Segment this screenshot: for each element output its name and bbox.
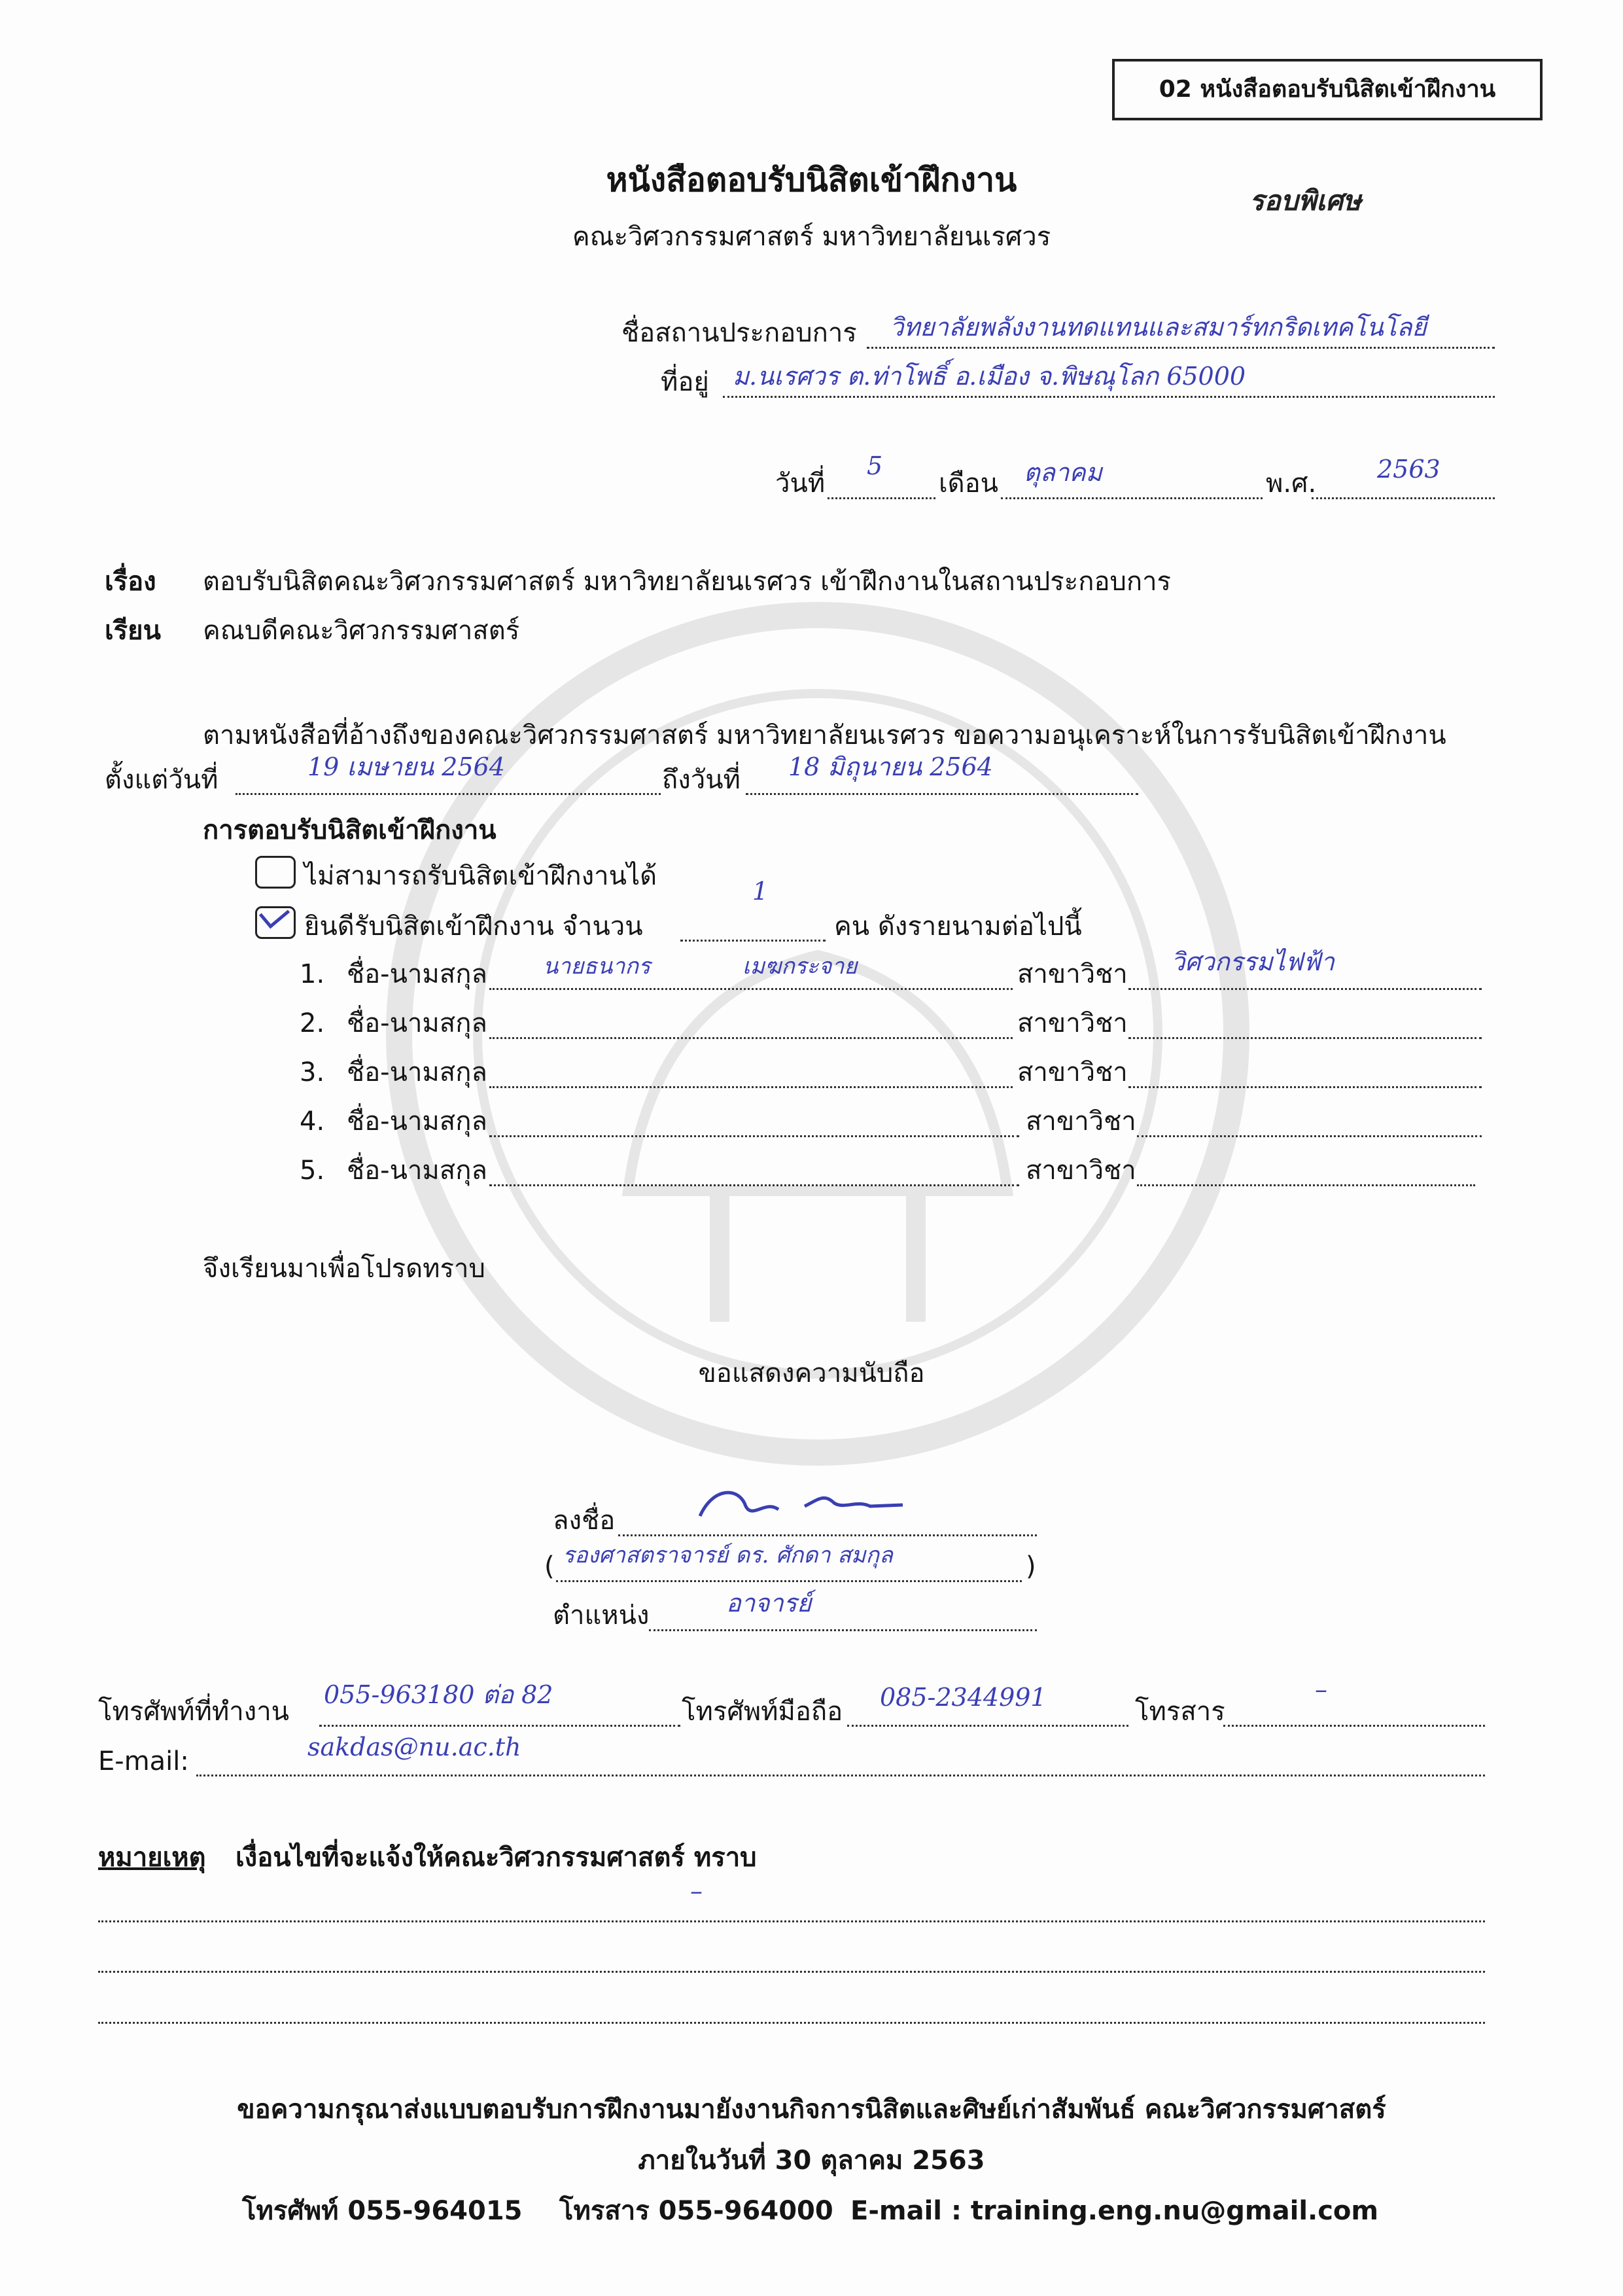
remark-line-3 xyxy=(98,2022,1485,2024)
student-name-line xyxy=(489,1184,1019,1186)
student-major-label: สาขาวิชา xyxy=(1026,1156,1136,1186)
date-year-label: พ.ศ. xyxy=(1266,468,1317,499)
company-name-label: ชื่อสถานประกอบการ xyxy=(621,318,857,348)
decline-checkbox[interactable] xyxy=(255,856,296,889)
signature-mark[interactable] xyxy=(693,1480,916,1526)
student-surname[interactable]: เมฆกระจาย xyxy=(742,953,858,980)
period-from-line xyxy=(236,793,661,795)
mobile-value[interactable]: 085-2344991 xyxy=(880,1683,1047,1712)
student-major-label: สาขาวิชา xyxy=(1017,1008,1128,1038)
student-number: 5. xyxy=(300,1156,325,1186)
student-major-label: สาขาวิชา xyxy=(1026,1106,1136,1137)
remark-text: เงื่อนไขที่จะแจ้งให้คณะวิศวกรรมศาสตร์ ทราบ xyxy=(236,1843,757,1873)
footer-email: E-mail : training.eng.nu@gmail.com xyxy=(850,2196,1379,2226)
footer-deadline: ภายในวันที่ 30 ตุลาคม 2563 xyxy=(638,2146,985,2176)
fax-label: โทรสาร xyxy=(1135,1697,1225,1727)
company-name-value[interactable]: วิทยาลัยพลังงานทดแทนและสมาร์ทกริดเทคโนโลยี xyxy=(890,313,1427,342)
printed-name-value[interactable]: รองศาสตราจารย์ ดร. ศักดา สมกุล xyxy=(563,1542,893,1568)
student-name-label: ชื่อ-นามสกุล xyxy=(347,1106,487,1137)
closing-text: จึงเรียนมาเพื่อโปรดทราบ xyxy=(203,1254,485,1284)
email-value[interactable]: sakdas@nu.ac.th xyxy=(307,1733,521,1761)
student-name-label: ชื่อ-นามสกุล xyxy=(347,959,487,989)
date-month-label: เดือน xyxy=(939,468,999,499)
period-from-label: ตั้งแต่วันที่ xyxy=(105,765,218,795)
page-subtitle: คณะวิศวกรรมศาสตร์ มหาวิทยาลัยนเรศวร xyxy=(572,222,1051,252)
student-number: 1. xyxy=(300,959,325,989)
student-number: 2. xyxy=(300,1008,325,1038)
student-major-value[interactable]: วิศวกรรมไฟฟ้า xyxy=(1171,947,1335,976)
student-name-line xyxy=(489,1037,1013,1039)
student-major-line xyxy=(1137,1135,1482,1137)
footer-instruction: ขอความกรุณาส่งแบบตอบรับการฝึกงานมายังงานกิจการนิสิตและศิษย์เก่าสัมพันธ์ คณะวิศวกรรมศาสตร์ xyxy=(237,2094,1386,2125)
signature-label: ลงชื่อ xyxy=(553,1506,616,1536)
accept-count-value[interactable]: 1 xyxy=(752,877,769,906)
remark-line-2 xyxy=(98,1971,1485,1973)
company-name-line xyxy=(867,347,1495,349)
position-label: ตำแหน่ง xyxy=(553,1600,650,1631)
printed-name-open-paren: ( xyxy=(544,1551,555,1581)
mobile-line xyxy=(847,1725,1128,1727)
accept-count-line xyxy=(680,940,826,942)
footer-phone: โทรศัพท์ 055-964015 xyxy=(242,2196,523,2226)
recipient-text: คณบดีคณะวิศวกรรมศาสตร์ xyxy=(203,616,520,646)
decline-option-label: ไม่สามารถรับนิสิตเข้าฝึกงานได้ xyxy=(304,861,657,891)
company-address-value[interactable]: ม.นเรศวร ต.ท่าโพธิ์ อ.เมือง จ.พิษณุโลก 65000 xyxy=(733,362,1246,391)
date-day-value[interactable]: 5 xyxy=(867,451,883,480)
student-name-label: ชื่อ-นามสกุล xyxy=(347,1057,487,1087)
date-day-label: วันที่ xyxy=(775,468,826,499)
date-month-value[interactable]: ตุลาคม xyxy=(1024,458,1102,487)
student-name-line xyxy=(489,988,1013,990)
footer-fax: โทรสาร 055-964000 xyxy=(559,2196,833,2226)
company-address-label: ที่อยู่ xyxy=(661,367,709,397)
student-number: 3. xyxy=(300,1057,325,1087)
subject-label: เรื่อง xyxy=(105,567,156,597)
mobile-label: โทรศัพท์มือถือ xyxy=(682,1697,843,1727)
student-name-line xyxy=(489,1086,1013,1088)
student-number: 4. xyxy=(300,1106,325,1137)
form-code: 02 หนังสือตอบรับนิสิตเข้าฝึกงาน xyxy=(1159,76,1496,103)
student-major-line xyxy=(1128,1037,1482,1039)
recipient-label: เรียน xyxy=(105,616,161,646)
period-to-value[interactable]: 18 มิถุนายน 2564 xyxy=(788,752,993,781)
office-phone-label: โทรศัพท์ที่ทำงาน xyxy=(98,1697,289,1727)
date-day-line xyxy=(828,497,935,499)
signature-line xyxy=(618,1534,1037,1536)
office-phone-line xyxy=(319,1725,680,1727)
period-from-value[interactable]: 19 เมษายน 2564 xyxy=(307,752,505,781)
date-year-line xyxy=(1312,497,1495,499)
student-first-name[interactable]: นายธนากร xyxy=(543,953,651,980)
student-name-line xyxy=(489,1135,1019,1137)
position-value[interactable]: อาจารย์ xyxy=(726,1589,812,1617)
student-major-label: สาขาวิชา xyxy=(1017,1057,1128,1087)
student-name-label: ชื่อ-นามสกุล xyxy=(347,1156,487,1186)
student-major-line xyxy=(1128,988,1482,990)
student-major-label: สาขาวิชา xyxy=(1017,959,1128,989)
page-title: หนังสือตอบรับนิสิตเข้าฝึกงาน xyxy=(606,161,1017,199)
printed-name-line xyxy=(556,1580,1022,1582)
body-paragraph: ตามหนังสือที่อ้างถึงของคณะวิศวกรรมศาสตร์ มหาวิทยาลัยนเรศวร ขอความอนุเคราะห์ในการรับนิสิตเข้าฝึกงาน xyxy=(203,720,1446,751)
period-to-line xyxy=(746,793,1138,795)
remark-line-1 xyxy=(98,1920,1485,1922)
student-major-line xyxy=(1137,1184,1475,1186)
accept-count-suffix: คน ดังรายนามต่อไปนี้ xyxy=(834,911,1082,942)
period-to-label: ถึงวันที่ xyxy=(662,765,741,795)
acceptance-heading: การตอบรับนิสิตเข้าฝึกงาน xyxy=(203,815,497,845)
special-round-note: รอบพิเศษ xyxy=(1249,185,1361,217)
fax-value[interactable]: – xyxy=(1315,1675,1327,1704)
remark-value[interactable]: – xyxy=(690,1877,703,1905)
form-code-box xyxy=(1112,59,1543,120)
company-address-line xyxy=(723,396,1495,398)
student-major-line xyxy=(1128,1086,1482,1088)
date-month-line xyxy=(1001,497,1263,499)
remark-label: หมายเหตุ xyxy=(98,1843,206,1873)
accept-option-label: ยินดีรับนิสิตเข้าฝึกงาน จำนวน xyxy=(304,911,643,942)
fax-line xyxy=(1223,1725,1485,1727)
email-label: E-mail: xyxy=(98,1746,189,1776)
date-year-value[interactable]: 2563 xyxy=(1377,455,1440,484)
email-line xyxy=(196,1775,1485,1776)
office-phone-value[interactable]: 055-963180 ต่อ 82 xyxy=(324,1680,553,1709)
subject-text: ตอบรับนิสิตคณะวิศวกรรมศาสตร์ มหาวิทยาลัยนเรศวร เข้าฝึกงานในสถานประกอบการ xyxy=(203,567,1172,597)
position-line xyxy=(649,1629,1037,1631)
regards-text: ขอแสดงความนับถือ xyxy=(698,1358,925,1388)
printed-name-close-paren: ) xyxy=(1026,1551,1036,1581)
student-name-label: ชื่อ-นามสกุล xyxy=(347,1008,487,1038)
